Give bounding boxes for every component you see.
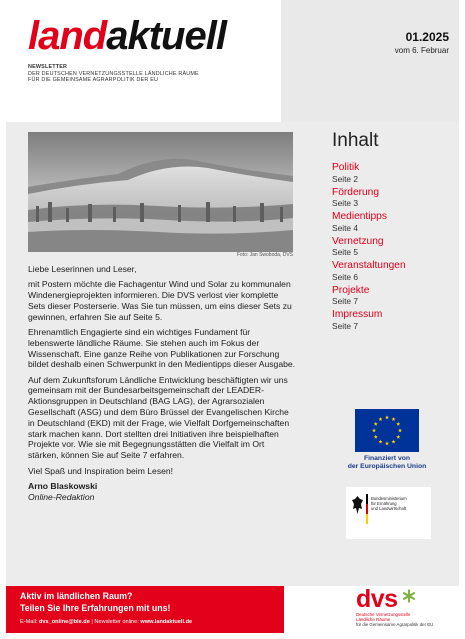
toc-title: Inhalt (332, 130, 379, 151)
fog-landscape-photo (28, 132, 293, 252)
dvs-tag-line-2: Ländliche Räume (356, 617, 391, 622)
toc-item-topic: Vernetzung (332, 235, 384, 247)
eu-flag-icon (355, 409, 419, 452)
bmel-line-3: und Landwirtschaft (371, 506, 407, 511)
toc-item-topic: Projekte (332, 284, 370, 296)
bmel-line-2: für Ernährung (371, 501, 397, 506)
greeting: Liebe Leserinnen und Leser, (28, 264, 137, 274)
cta-headline-2: Teilen Sie Ihre Erfahrungen mit uns! (20, 603, 171, 613)
toc-item-vernetzung[interactable] (332, 236, 452, 258)
eu-caption-line-2: der Europäischen Union (347, 463, 427, 470)
contact-line (20, 619, 192, 625)
toc-item-politik[interactable] (332, 162, 452, 184)
asterisk-icon (402, 589, 416, 603)
newsletter-label: Newsletter online: (94, 619, 139, 625)
toc-item-page: Seite 7 (332, 320, 359, 331)
toc-item-topic: Förderung (332, 186, 380, 198)
toc-item-impressum[interactable] (332, 309, 452, 331)
header (6, 0, 459, 122)
issue-date: vom 6. Februar (394, 46, 449, 55)
toc-item-projekte[interactable] (332, 285, 452, 307)
toc-item-page: Seite 2 (332, 173, 359, 184)
author-role: Online-Redaktion (28, 491, 95, 502)
table-of-contents (332, 130, 452, 334)
logo-black-part: aktuell (106, 14, 226, 58)
newsletter-page (6, 0, 459, 633)
author-name: Arno Blaskowski (28, 480, 98, 491)
email-label: E-Mail: (20, 619, 38, 625)
header-accent-panel (281, 0, 459, 122)
eu-caption-line-1: Finanziert von (363, 455, 411, 462)
toc-item-page: Seite 3 (332, 198, 359, 208)
issue-info (395, 30, 449, 55)
toc-item-page: Seite 4 (332, 222, 359, 233)
bmel-name (371, 496, 429, 511)
dvs-tag-line-1: Deutsche Vernetzungsstelle (356, 612, 411, 617)
bmel-logo (346, 487, 431, 539)
publisher-line-2: FÜR DIE GEMEINSAME AGRARPOLITIK DER EU (28, 77, 159, 83)
bmel-line-1: Bundesministerium (371, 496, 407, 501)
eu-funding-caption (332, 455, 442, 471)
toc-item-page: Seite 5 (332, 247, 359, 257)
federal-eagle-icon (351, 495, 364, 515)
newsletter-link[interactable]: www.landaktuell.de (140, 619, 193, 625)
issue-number: 01.2025 (405, 30, 449, 44)
toc-item-topic: Politik (332, 162, 360, 173)
editorial-text (28, 264, 296, 502)
german-flag-bar-icon (366, 494, 368, 524)
newsletter-logo (28, 14, 226, 58)
toc-item-page: Seite 7 (332, 296, 359, 306)
toc-item-medientipps[interactable] (332, 211, 452, 233)
dvs-tag-line-3: für die Gemeinsame Agrarpolitik der EU (356, 622, 434, 627)
email-link[interactable]: dvs_online@ble.de (38, 619, 90, 625)
toc-item-foerderung[interactable] (332, 187, 452, 209)
toc-item-topic: Veranstaltungen (332, 260, 406, 271)
paragraph-3: Auf dem Zukunftsforum Ländliche Entwicklung beschäftigten wir uns gemeinsam mit der Bundesarbeitsgemeinschaft der LEADER-Aktionsgruppen in Deutschland (BAG LAG), der Agrarsozialen Gesellschaft (ASG) und dem Büro Brüssel der Evangelischen Kirche in Deutschland (EKD) mit der Frage, wie Vielfalt Dorfgemeinschaften stark machen kann. Dort stellten drei Initiativen ihre beispielhaften Projekte vor. Wie sie mit Begegnungsstätten die Vielfalt im Ort stärken, können Sie auf Seite 7 erfahren. (28, 374, 290, 461)
closing-line: Viel Spaß und Inspiration beim Lesen! (28, 465, 174, 476)
contact-separator: | (89, 619, 95, 625)
paragraph-2: Ehrenamtlich Engagierte sind ein wichtiges Fundament für lebenswerte ländliche Räume. Sie stehen auch im Fokus der Wissenschaft. Eine ganze Reihe von Publikationen zur Forschung bildet deshalb einen Schwerpunkt in den Medientipps dieser Ausgabe. (28, 326, 296, 370)
publisher-line (28, 64, 199, 84)
photo-credit: Foto: Jan Swoboda, DVS (236, 252, 293, 258)
toc-item-topic: Impressum (332, 309, 383, 320)
toc-item-page: Seite 6 (332, 271, 359, 282)
newsletter-kicker: NEWSLETTER (28, 64, 68, 70)
dvs-logo-area (284, 586, 459, 633)
dvs-tagline (356, 612, 433, 627)
toc-item-topic: Medientipps (332, 211, 387, 222)
toc-item-veranstaltungen[interactable] (332, 260, 452, 282)
publisher-line-1: DER DEUTSCHEN VERNETZUNGSSTELLE LÄNDLICHE RÄUME (28, 70, 199, 77)
logo-red-part: land (28, 14, 107, 58)
cta-headline-1: Aktiv im ländlichen Raum? (20, 591, 133, 601)
paragraph-1: mit Postern möchte die Fachagentur Wind und Solar zu kommunalen Windenergieprojekten informieren. Die DVS verlost vier komplette Sets dieser Posterserie. Was Sie tun müssen, um eins dieser Sets zu gewinnen, erfahren Sie auf Seite 5. (28, 279, 292, 322)
dvs-logo: dvs (356, 585, 398, 613)
footer-call-to-action (6, 586, 284, 633)
